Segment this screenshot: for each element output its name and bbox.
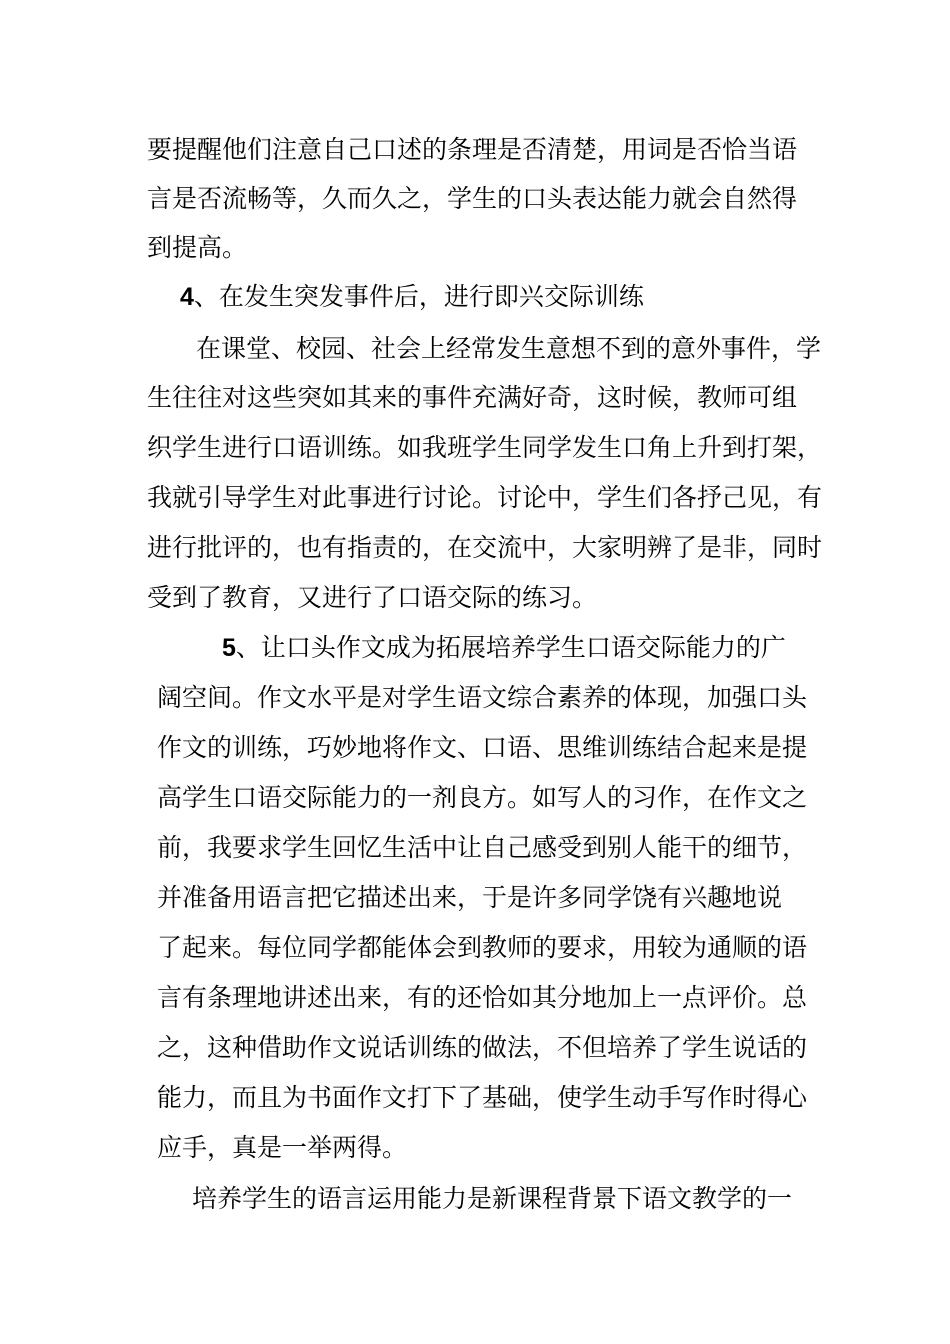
- section-heading-4: [180, 281, 644, 313]
- paragraph-3-line-7: 了起来。每位同学都能体会到教师的要求，用较为通顺的语: [157, 933, 808, 962]
- paragraph-3-line-8: 言有条理地讲述出来，有的还恰如其分地加上一点评价。总: [157, 983, 808, 1012]
- section-number: 5: [222, 634, 236, 662]
- paragraph-2-line-1: 在课堂、校园、社会上经常发生意想不到的意外事件，学: [196, 334, 822, 363]
- paragraph-2-line-5: 进行批评的，也有指责的，在交流中，大家明辨了是非，同时: [147, 533, 823, 562]
- paragraph-1-line-3: 到提高。: [147, 233, 248, 262]
- paragraph-2-line-4: 我就引导学生对此事进行讨论。讨论中，学生们各抒己见，有: [147, 483, 823, 512]
- paragraph-3-line-4: 高学生口语交际能力的一剂良方。如写人的习作，在作文之: [157, 783, 808, 812]
- paragraph-1-line-2: 言是否流畅等，久而久之，学生的口头表达能力就会自然得: [147, 184, 798, 213]
- paragraph-3-first-line-text: 、让口头作文成为拓展培养学生口语交际能力的广: [235, 633, 786, 662]
- section-number: 4: [180, 283, 194, 311]
- paragraph-4-line-1: 培养学生的语言运用能力是新课程背景下语文教学的一: [192, 1184, 793, 1213]
- paragraph-2-line-3: 织学生进行口语训练。如我班学生同学发生口角上升到打架，: [147, 433, 823, 462]
- section-heading-text: 、在发生突发事件后，进行即兴交际训练: [193, 282, 644, 311]
- paragraph-3-line-5: 前，我要求学生回忆生活中让自己感受到别人能干的细节，: [157, 833, 808, 862]
- paragraph-3-line-11: 应手，真是一举两得。: [157, 1133, 408, 1162]
- paragraph-1-line-1: 要提醒他们注意自己口述的条理是否清楚，用词是否恰当语: [147, 135, 798, 164]
- paragraph-3-line-2: 阔空间。作文水平是对学生语文综合素养的体现，加强口头: [157, 683, 808, 712]
- paragraph-3-line-9: 之，这种借助作文说话训练的做法，不但培养了学生说话的: [157, 1033, 808, 1062]
- paragraph-3-line-10: 能力，而且为书面作文打下了基础，使学生动手写作时得心: [157, 1083, 808, 1112]
- paragraph-3-line-6: 并准备用语言把它描述出来，于是许多同学饶有兴趣地说: [157, 883, 783, 912]
- paragraph-3-line-3: 作文的训练，巧妙地将作文、口语、思维训练结合起来是提: [157, 733, 808, 762]
- paragraph-2-line-2: 生往往对这些突如其来的事件充满好奇，这时候，教师可组: [147, 383, 798, 412]
- paragraph-3-line-1: [222, 632, 786, 664]
- paragraph-2-line-6: 受到了教育，又进行了口语交际的练习。: [147, 583, 598, 612]
